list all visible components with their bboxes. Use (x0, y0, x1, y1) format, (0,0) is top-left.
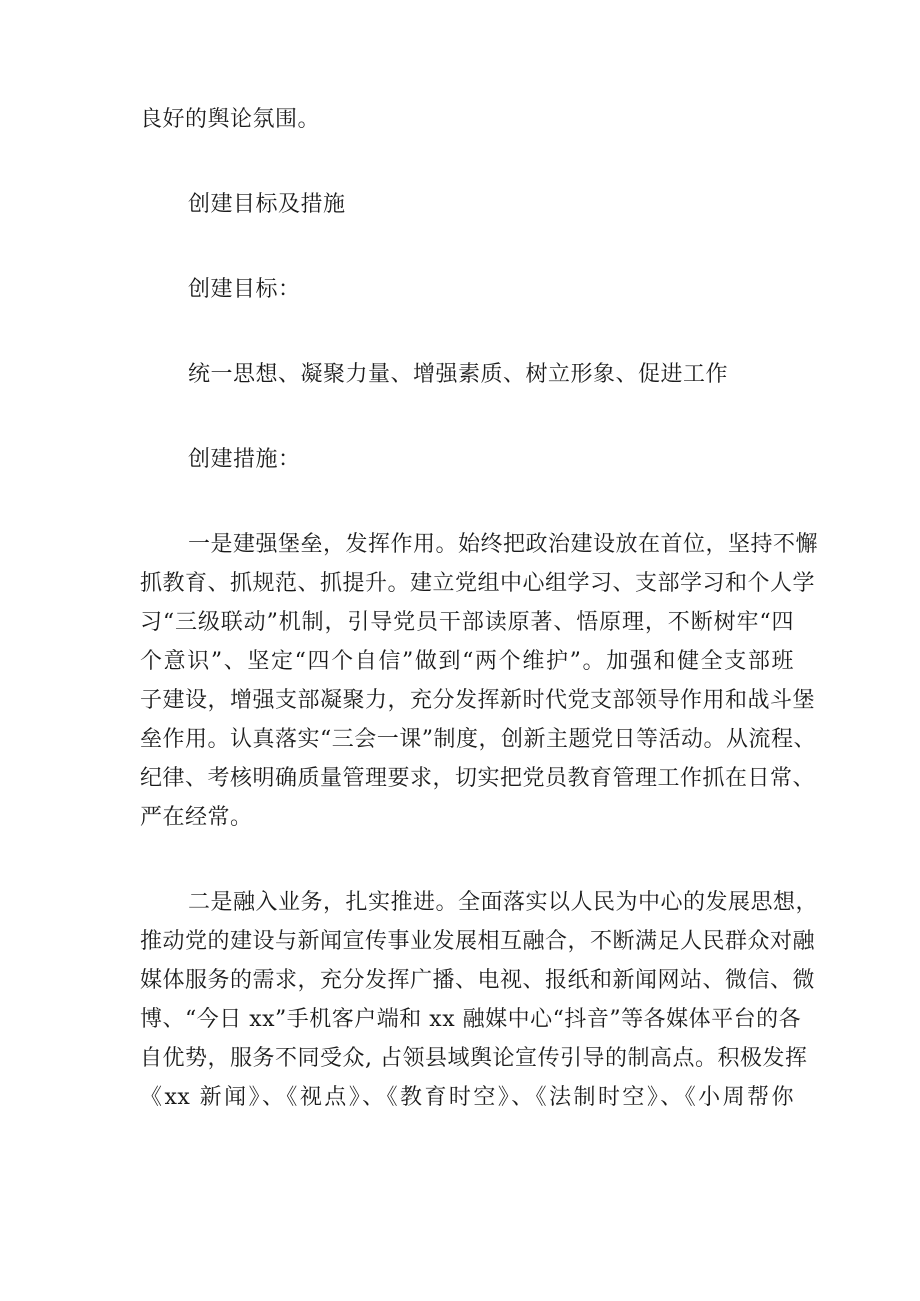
goal-statement: 统一思想、凝聚力量、增强素质、树立形象、促进工作 (188, 362, 729, 387)
paragraph-line: 《xx 新闻》、《视点》、《教育时空》、《法制时空》、《小周帮你 (140, 1085, 794, 1110)
subheading-goal: 创建目标： (188, 277, 301, 302)
paragraph-line: 纪律、考核明确质量管理要求，切实把党员教育管理工作抓在日常、 (140, 766, 816, 791)
paragraph-line: 个意识”、坚定“四个自信”做到“两个维护”。加强和健全支部班 (140, 649, 794, 674)
subheading-measures: 创建措施： (188, 447, 301, 472)
paragraph-line: 自优势，服务不同受众, 占领县域舆论宣传引导的制高点。积极发挥 (140, 1046, 808, 1071)
paragraph-line: 子建设，增强支部凝聚力，充分发挥新时代党支部领导作用和战斗堡 (140, 688, 816, 713)
paragraph-line: 二是融入业务，扎实推进。全面落实以人民为中心的发展思想， (188, 890, 819, 915)
paragraph-line: 严在经常。 (140, 805, 253, 830)
paragraph-line: 习“三级联动”机制，引导党员干部读原著、悟原理，不断树牢“四 (140, 610, 794, 635)
paragraph-line: 抓教育、抓规范、抓提升。建立党组中心组学习、支部学习和个人学 (140, 571, 816, 596)
paragraph-line: 推动党的建设与新闻宣传事业发展相互融合，不断满足人民群众对融 (140, 929, 816, 954)
paragraph-line: 博、“今日 xx”手机客户端和 xx 融媒中心“抖音”等各媒体平台的各 (140, 1007, 802, 1032)
section-heading: 创建目标及措施 (188, 192, 346, 217)
paragraph-line: 媒体服务的需求，充分发挥广播、电视、报纸和新闻网站、微信、微 (140, 968, 816, 993)
paragraph-line: 垒作用。认真落实“三会一课”制度，创新主题党日等活动。从流程、 (140, 727, 816, 752)
paragraph-line: 一是建强堡垒，发挥作用。始终把政治建设放在首位，坚持不懈 (188, 532, 819, 557)
text-line-continuation: 良好的舆论氛围。 (140, 107, 321, 132)
